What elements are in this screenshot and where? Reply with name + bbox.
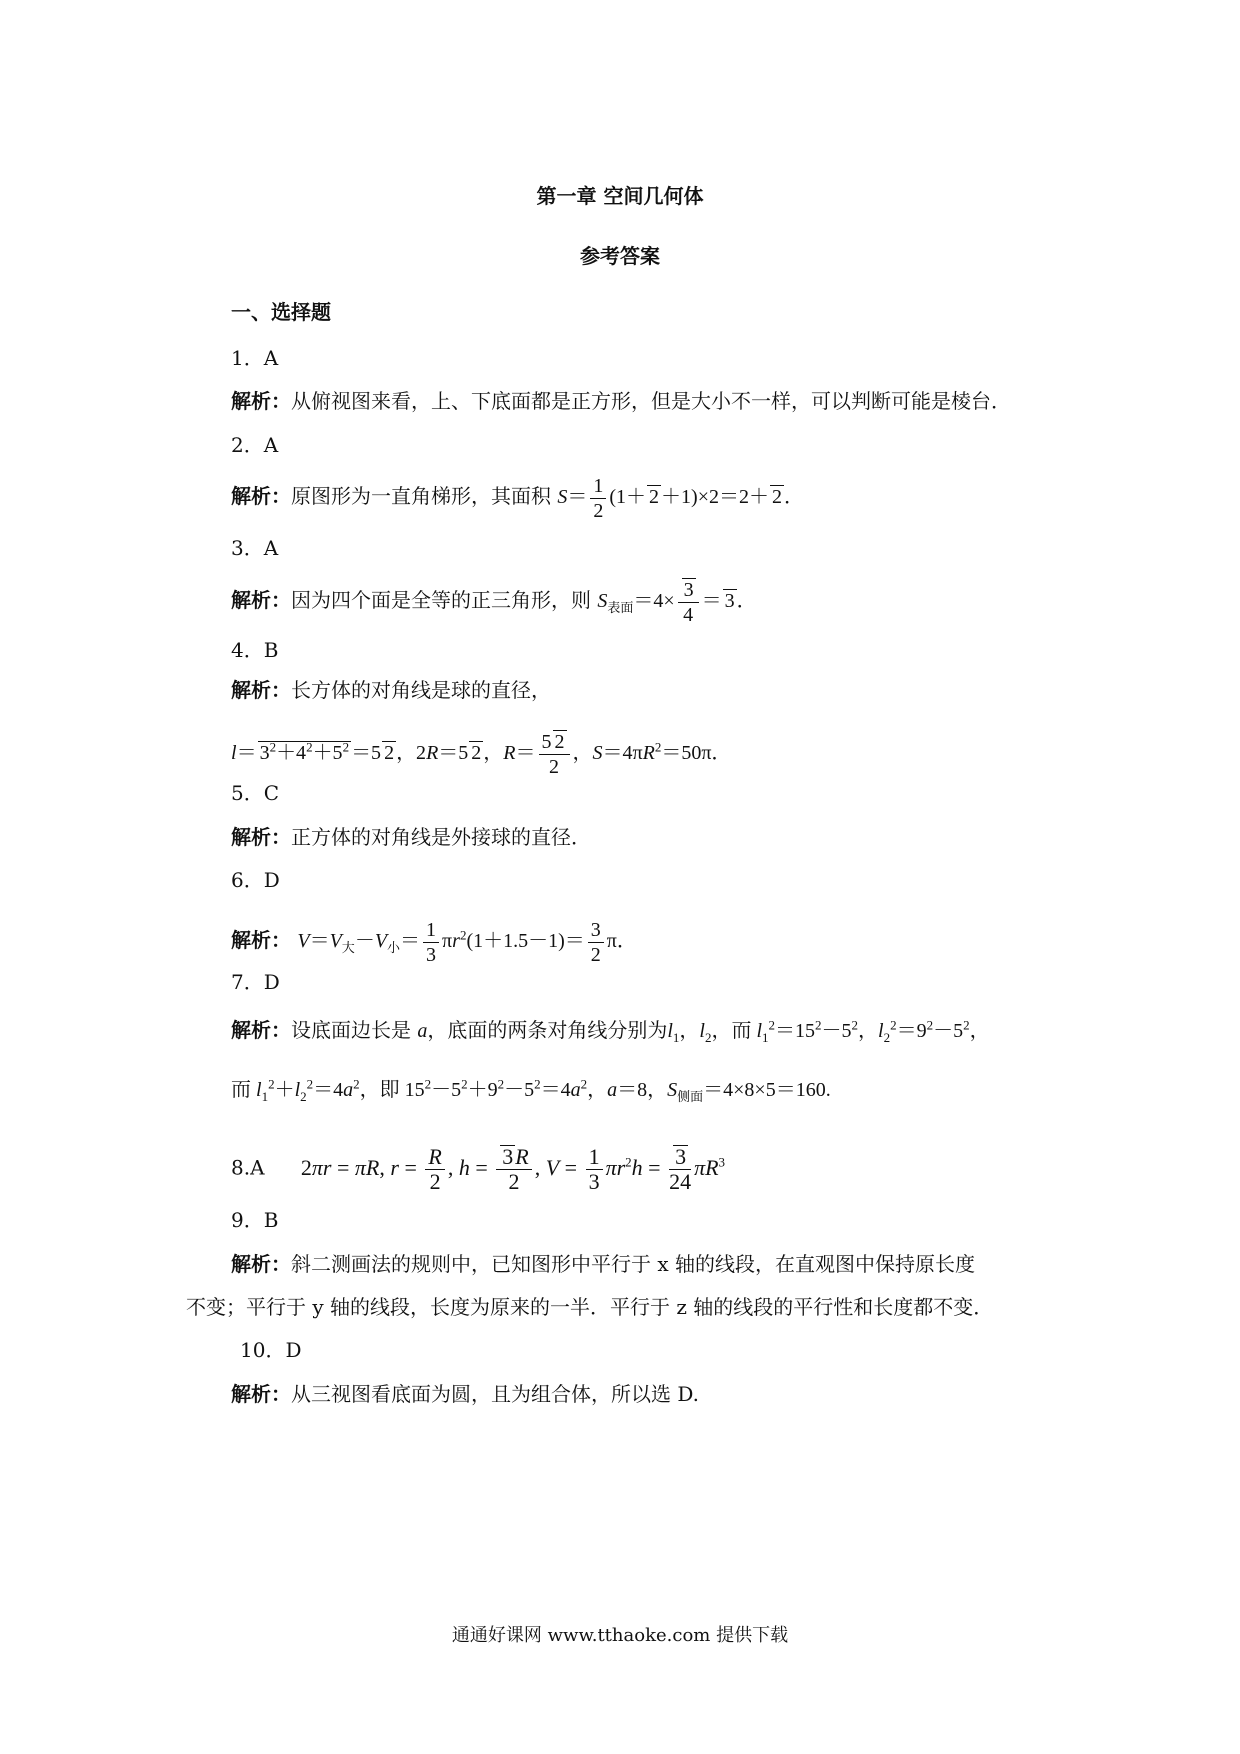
answer-7: 7．D — [231, 970, 280, 994]
formula-sphere: $l= 3^2+4^2+5^2 =5$ 2 ，2R＝5 2 ，R＝ $\frac{5 2}{2}$ ，$S=4\pi R^2=50\pi$． — [231, 731, 732, 778]
explanation-7-line-1: 解析：设底面边长是 a，底面的两条对角线分别为$l_1$，$l_2$，而 $l_1^2=15^2-5^2$，$l_2^2=9^2-5^2$， — [231, 1017, 990, 1045]
answer-1: 1．A — [231, 346, 279, 370]
answer-3: 3．A — [231, 536, 279, 560]
section-heading — [231, 298, 331, 326]
explanation-label: 解析： — [231, 1382, 291, 1406]
explanation-label: 解析： — [231, 678, 291, 702]
explanation-label: 解析： — [231, 484, 291, 509]
formula-area: S＝ $\frac{1}{2}$ (1＋ 2 ＋1)×2＝2＋ 2 ． — [557, 475, 804, 522]
explanation-label: 解析： — [231, 389, 291, 413]
explanation-4-text: 长方体的对角线是球的直径， — [291, 678, 551, 702]
explanation-10-text: 从三视图看底面为圆，且为组合体，所以选 D. — [291, 1382, 700, 1406]
explanation-4 — [231, 676, 551, 704]
explanation-9-text-1: 斜二测画法的规则中，已知图形中平行于 x 轴的线段，在直观图中保持原长度 — [291, 1252, 975, 1276]
formula-volume: $V=V_大-V_小=$ $\frac{1}{3}$ $\pi r^2(1+1.5-1)=$ $\frac{3}{2}$ π． — [297, 919, 637, 966]
explanation-3-text: 因为四个面是全等的正三角形，则 — [291, 588, 591, 613]
section-label: 一、选择题 — [231, 300, 331, 324]
explanation-2 — [231, 474, 804, 523]
explanation-10 — [231, 1380, 699, 1408]
answer-6: 6．D — [231, 868, 280, 892]
explanation-6 — [231, 918, 637, 967]
answer-8-label: 8.A — [231, 1155, 265, 1180]
answer-5: 5．C — [231, 781, 280, 805]
answer-4: 4．B — [231, 638, 279, 662]
explanation-7-line-2: 而 $l_1^2+l_2^2=4a^2$，即 $15^2-5^2+9^2-5^2=4a^2$，a＝8，$S_{侧面}=4\times 8\times 5=160$. — [231, 1076, 831, 1104]
explanation-3 — [231, 578, 757, 627]
explanation-label: 解析： — [231, 825, 291, 849]
explanation-1-text: 从俯视图来看，上、下底面都是正方形，但是大小不一样，可以判断可能是棱台． — [291, 389, 1011, 413]
explanation-label: 解析： — [231, 928, 291, 953]
explanation-7-prefix: 设底面边长是 — [291, 1018, 411, 1042]
formula-cone: 2πr = πR, r = $\frac{R}{2}$ , h = $\frac{3R}{2}$ , V = $\frac{1}{3}$ $\pi r^2h$ = $\frac{3}{24}$ $\pi R^3$ — [300, 1144, 726, 1194]
explanation-1 — [231, 387, 1011, 415]
explanation-5 — [231, 823, 591, 851]
answer-key-title: 参考答案 — [580, 244, 660, 268]
explanation-9-line-2: 不变；平行于 y 轴的线段，长度为原来的一半．平行于 z 轴的线段的平行性和长度都不变． — [186, 1295, 994, 1319]
footer-credit: 通通好课网 www.tthaoke.com 提供下载 — [451, 1625, 789, 1646]
explanation-label: 解析： — [231, 588, 291, 613]
explanation-7-mid: ，底面的两条对角线分别为 — [427, 1018, 668, 1042]
explanation-label: 解析： — [231, 1252, 291, 1276]
answer-8 — [231, 1145, 725, 1194]
answer-10: 10．D — [240, 1338, 302, 1362]
answer-9: 9．B — [231, 1208, 279, 1232]
chapter-title: 第一章 空间几何体 — [536, 184, 704, 208]
answer-2: 2．A — [231, 433, 279, 457]
explanation-label: 解析： — [231, 1018, 291, 1042]
explanation-2-text: 原图形为一直角梯形，其面积 — [291, 484, 551, 509]
formula-surface: $S_{表面}=4\times$ $\frac{3}{4}$ ＝ 3 ． — [597, 579, 757, 626]
explanation-9-line-1 — [231, 1250, 975, 1278]
explanation-5-text: 正方体的对角线是外接球的直径． — [291, 825, 591, 849]
